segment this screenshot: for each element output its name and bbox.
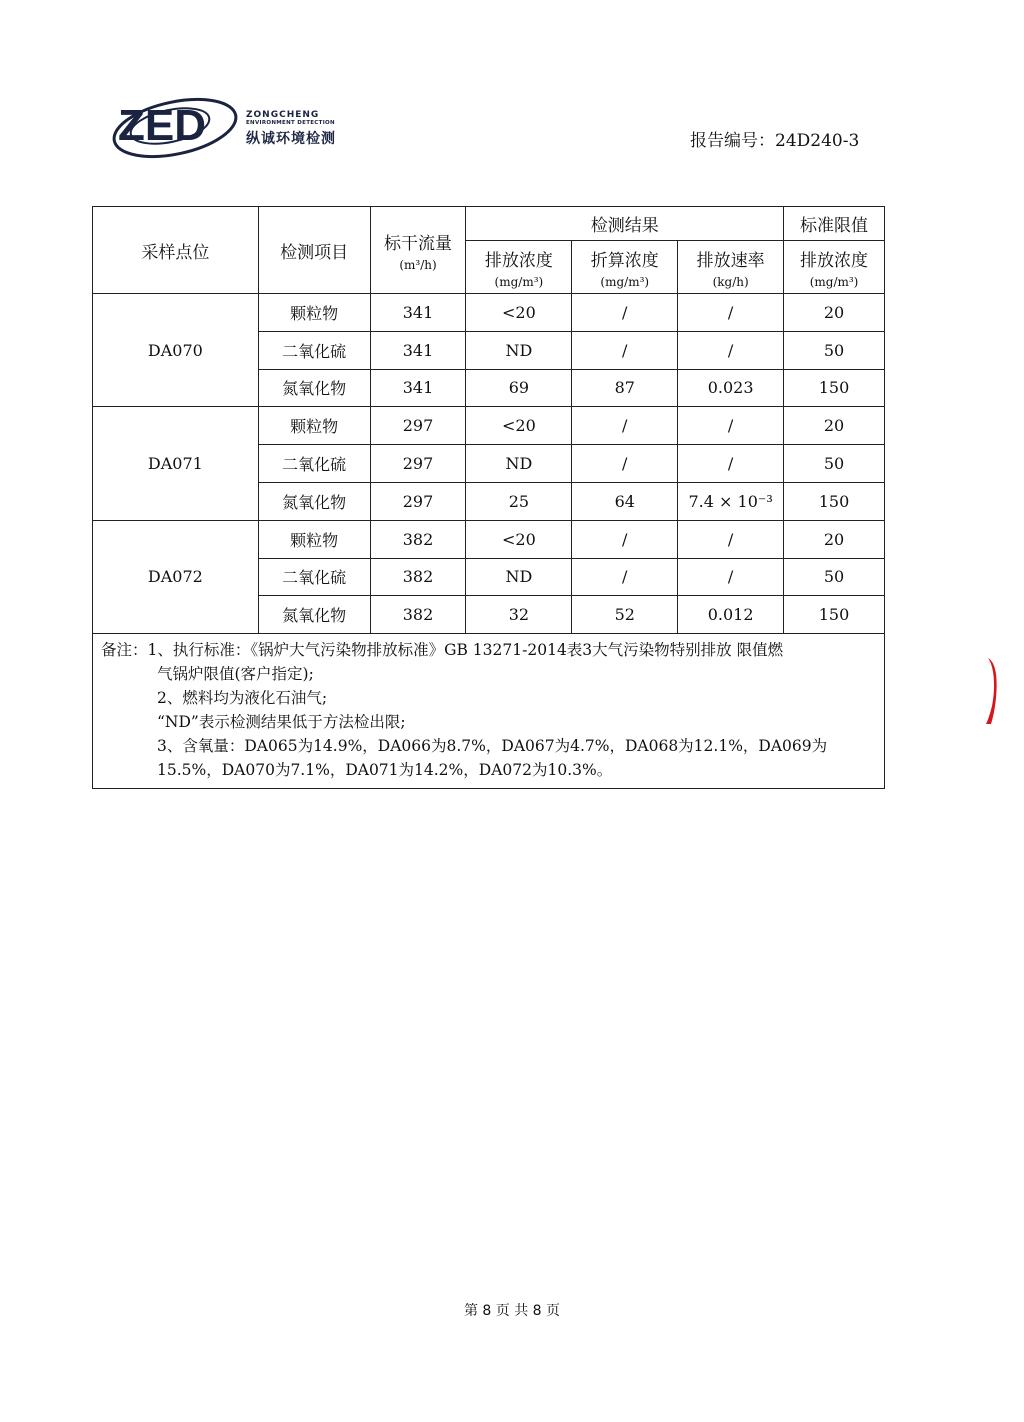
header-limit-conc [784,241,885,294]
company-logo [110,88,380,168]
emission-cell: 69 [466,369,572,407]
limit-cell: 20 [784,294,885,332]
limit-cell: 50 [784,331,885,369]
note-line-5: 3、含氧量：DA065为14.9%，DA066为8.7%，DA067为4.7%，DA068为12.1%，DA069为 [157,737,828,756]
limit-cell: 20 [784,407,885,445]
rate-cell: / [678,407,784,445]
item-cell: 二氧化硫 [258,331,370,369]
stamp-fragment-icon [982,656,1002,726]
converted-cell: / [572,294,678,332]
header-emission-conc [466,241,572,294]
flow-cell: 297 [370,482,466,520]
header-flow-unit: (m³/h) [399,257,437,272]
flow-cell: 341 [370,369,466,407]
emission-cell: ND [466,558,572,596]
logo-en-line1: ZONGCHENG [246,110,320,120]
results-table [92,206,885,789]
emission-cell: 25 [466,482,572,520]
emission-cell: ND [466,445,572,483]
header-emission-rate [678,241,784,294]
header-emission-conc-unit: (mg/m³) [494,274,544,289]
limit-cell: 150 [784,482,885,520]
page-footer: 第 8 页 共 8 页 [463,1303,561,1319]
header-emission-conc-label: 排放浓度 [484,250,553,271]
table-row [93,520,885,558]
emission-cell: <20 [466,407,572,445]
converted-cell: 52 [572,596,678,634]
converted-cell: / [572,558,678,596]
note-line-6: 15.5%，DA070为7.1%，DA071为14.2%，DA072为10.3%。 [157,761,613,780]
item-cell: 颗粒物 [258,520,370,558]
logo-en-line2: ENVIRONMENT DETECTION [246,120,335,126]
rate-cell: / [678,445,784,483]
flow-cell: 382 [370,558,466,596]
rate-cell: / [678,520,784,558]
converted-cell: / [572,407,678,445]
rate-cell: 0.012 [678,596,784,634]
rate-cell: / [678,558,784,596]
converted-cell: 87 [572,369,678,407]
flow-cell: 341 [370,294,466,332]
emission-cell: <20 [466,520,572,558]
header-limit-conc-unit: (mg/m³) [809,274,859,289]
limit-cell: 50 [784,558,885,596]
header-flow [370,207,466,294]
limit-cell: 150 [784,369,885,407]
note-line-2: 气锅炉限值(客户指定); [157,665,314,684]
converted-cell: 64 [572,482,678,520]
emission-cell: ND [466,331,572,369]
sampling-point-cell: DA071 [93,407,259,520]
logo-cn-name: 纵诚环境检测 [246,131,336,147]
item-cell: 二氧化硫 [258,558,370,596]
logo-wordmark: ZED [118,101,206,150]
header-emission-rate-unit: (kg/h) [712,274,749,289]
table-row [93,294,885,332]
header-test-item: 检测项目 [258,207,370,294]
flow-cell: 297 [370,445,466,483]
item-cell: 氮氧化物 [258,482,370,520]
limit-cell: 50 [784,445,885,483]
flow-cell: 341 [370,331,466,369]
emission-cell: 32 [466,596,572,634]
converted-cell: / [572,445,678,483]
item-cell: 颗粒物 [258,294,370,332]
rate-cell: / [678,331,784,369]
flow-cell: 297 [370,407,466,445]
sampling-point-cell: DA070 [93,294,259,407]
note-line-3: 2、燃料均为液化石油气; [157,689,328,708]
item-cell: 颗粒物 [258,407,370,445]
header-emission-rate-label: 排放速率 [696,250,765,271]
header-converted-conc-unit: (mg/m³) [600,274,650,289]
report-number-value: 24D240-3 [775,131,860,151]
header-converted-conc [572,241,678,294]
rate-cell: 7.4 × 10⁻³ [678,482,784,520]
limit-cell: 150 [784,596,885,634]
table-row [93,407,885,445]
item-cell: 二氧化硫 [258,445,370,483]
header-limit-conc-label: 排放浓度 [800,250,869,271]
zed-logo-icon [110,88,250,168]
converted-cell: / [572,331,678,369]
note-line-4: “ND”表示检测结果低于方法检出限; [157,713,406,732]
sampling-point-cell: DA072 [93,520,259,633]
emission-cell: <20 [466,294,572,332]
flow-cell: 382 [370,520,466,558]
header-converted-conc-label: 折算浓度 [590,250,659,271]
header-sampling-point: 采样点位 [93,207,259,294]
report-number [690,126,859,151]
header-results: 检测结果 [466,207,784,241]
rate-cell: / [678,294,784,332]
flow-cell: 382 [370,596,466,634]
item-cell: 氮氧化物 [258,596,370,634]
notes-row [93,634,885,789]
header-standard-limit: 标准限值 [784,207,885,241]
note-line-1: 备注：1、执行标准：《锅炉大气污染物排放标准》GB 13271-2014表3大气污染物特别排放 限值燃 [101,641,784,660]
report-number-label: 报告编号： [690,131,775,151]
item-cell: 氮氧化物 [258,369,370,407]
header-flow-label: 标干流量 [384,233,452,254]
limit-cell: 20 [784,520,885,558]
rate-cell: 0.023 [678,369,784,407]
notes-cell [93,634,885,789]
converted-cell: / [572,520,678,558]
